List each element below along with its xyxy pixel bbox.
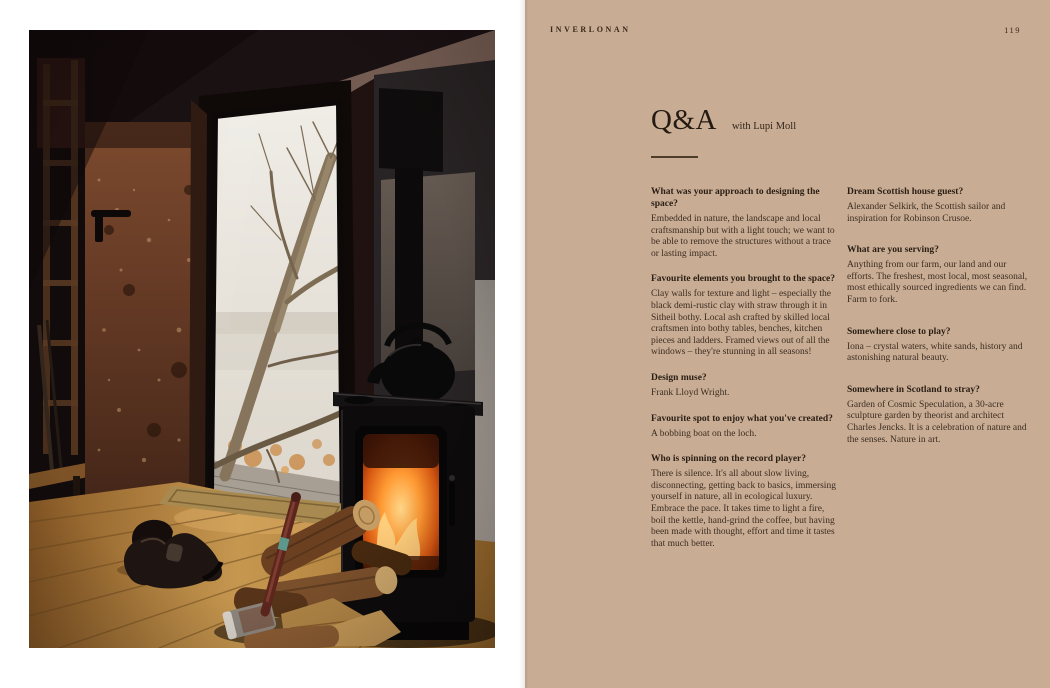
qa-question: Favourite spot to enjoy what you've created? bbox=[651, 413, 833, 424]
qa-answer: A bobbing boat on the loch. bbox=[651, 428, 757, 439]
qa-answer: Alexander Selkirk, the Scottish sailor and inspiration for Robinson Crusoe. bbox=[847, 202, 1006, 224]
qa-item bbox=[651, 372, 837, 400]
qa-question: Design muse? bbox=[651, 372, 707, 383]
qa-question: Somewhere close to play? bbox=[847, 326, 951, 337]
qa-answer: Embedded in nature, the landscape and local craftsmanship but with a light touch; we want to be able to remove the structures without a trace or lasting impact. bbox=[651, 214, 835, 259]
qa-item bbox=[847, 326, 1033, 365]
running-header: INVERLONAN bbox=[550, 25, 631, 34]
qa-question: What was your approach to designing the space? bbox=[651, 187, 820, 209]
qa-item bbox=[651, 413, 837, 441]
qa-answer: Clay walls for texture and light – especially the black demi-rustic clay with straw through it in Sitheil bothy. Local ash crafted by skilled local craftsmen into bothy tables, benches, kitchen pieces and ladders. Framed views out of all the windows – they're stunning in all seasons! bbox=[651, 289, 831, 358]
title-rule bbox=[651, 156, 698, 158]
page-title: Q&A bbox=[651, 104, 717, 136]
title-row bbox=[651, 104, 796, 137]
qa-question: Favourite elements you brought to the space? bbox=[651, 274, 836, 285]
qa-column-left bbox=[651, 186, 837, 563]
vignette bbox=[29, 30, 495, 648]
qa-answer: Anything from our farm, our land and our efforts. The freshest, most local, most seasonal, most ethically sourced ingredients we can find. Farm to fork. bbox=[847, 260, 1028, 305]
qa-question: Somewhere in Scotland to stray? bbox=[847, 384, 980, 395]
cabin-stove-photo bbox=[29, 30, 495, 648]
right-page bbox=[525, 0, 1050, 688]
qa-answer: Garden of Cosmic Speculation, a 30-acre sculpture garden by theorist and architect Charles Jencks. It is a celebration of nature and the senses. Nature in art. bbox=[847, 399, 1027, 445]
qa-question: What are you serving? bbox=[847, 245, 939, 256]
qa-item bbox=[651, 453, 837, 550]
qa-answer: There is silence. It's all about slow living, disconnecting, getting back to basics, immersing yourself in nature, all in ecological luxury. Embrace the pace. It takes time to light a fire, boil the kettle, hand-grind the coffee, but having been made with thought, effort and time it tastes that much better. bbox=[651, 469, 836, 549]
qa-item bbox=[847, 244, 1033, 306]
page-number: 119 bbox=[1004, 25, 1021, 35]
qa-item bbox=[847, 186, 1033, 225]
qa-item bbox=[651, 273, 837, 359]
qa-columns bbox=[651, 186, 1033, 563]
page-subtitle: with Lupi Moll bbox=[731, 121, 797, 132]
qa-question: Dream Scottish house guest? bbox=[847, 187, 964, 197]
qa-column-right bbox=[847, 186, 1033, 563]
qa-answer: Frank Lloyd Wright. bbox=[651, 387, 730, 398]
qa-answer: Iona – crystal waters, white sands, history and astonishing natural beauty. bbox=[847, 341, 1023, 364]
qa-item bbox=[651, 186, 837, 260]
qa-item bbox=[847, 384, 1033, 446]
qa-question: Who is spinning on the record player? bbox=[651, 454, 807, 465]
